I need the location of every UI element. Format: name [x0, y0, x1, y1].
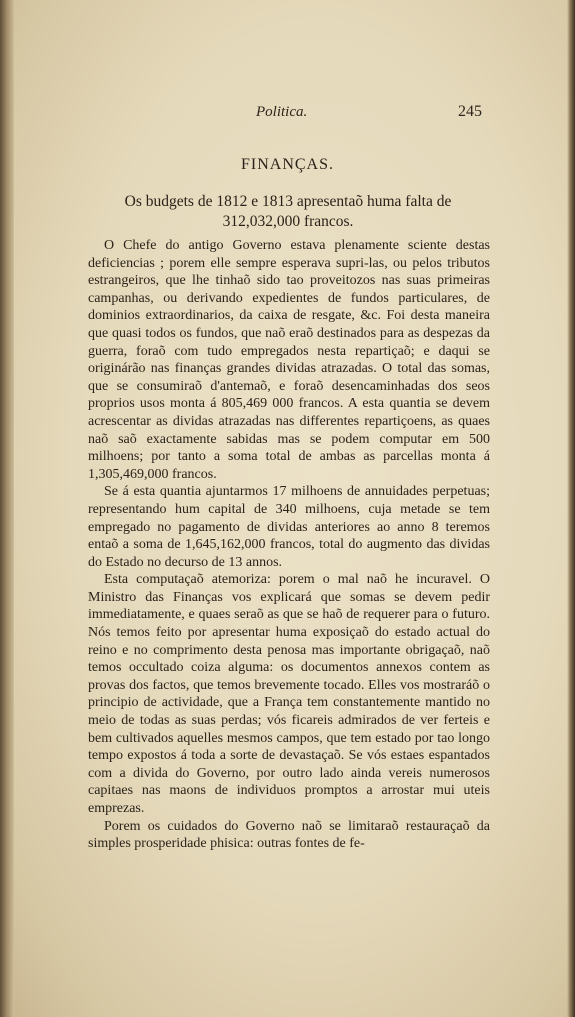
- page-edge: [567, 0, 575, 1017]
- paragraph: Porem os cuidados do Governo naõ se limitaraõ restauraçaõ da simples prosperidade phisica: outras fontes de fe-: [88, 818, 490, 852]
- paragraph: Esta computaçaõ atemoriza: porem o mal naõ he incuravel. O Ministro das Finanças vos explicará que somas se devem pedir immediatamente, e quaes seraõ as que se haõ de requerer para o futuro. Nós temos feito por apresentar huma exposiçaõ do estado actual do reino e no comprimento desta penosa mas importante obrigaçaõ, naõ temos occultado coiza alguma: os documentos annexos contem as provas dos factos, que temos brevemente tocado. Elles vos mostraráõ o principio de actividade, que a França tem constantemente mantido no meio de todas as suas perdas; vós ficareis admirados de ver ferteis e bem cultivados aquelles mesmos campos, que tem estado por tao longo tempo expostos á toda a sorte de devastaçaõ. Se vós estaes espantados com a divida do Governo, por outro lado ainda vereis numerosos capitaes nas maons de individuos promptos a arrostar mui uteis emprezas.: [88, 572, 490, 816]
- section-heading: FINANÇAS.: [240, 156, 334, 173]
- section-subheading: Os budgets de 1812 e 1813 apresentaõ huma falta de 312,032,000 francos.: [124, 193, 452, 230]
- page-number: 245: [458, 103, 482, 120]
- paragraph: Se á esta quantia ajuntarmos 17 milhoens de annuidades perpetuas; representando hum capital de 340 milhoens, cuja metade se tem empregado no pagamento de dividas anteriores ao anno 8 teremos entaõ a soma de 1,645,162,000 francos, total do augmento das dividas do Estado no decurso de 13 annos.: [88, 484, 490, 570]
- body-text: [88, 237, 490, 853]
- running-header: Politica.: [256, 104, 308, 120]
- binding-gutter: [0, 0, 14, 1017]
- paragraph: O Chefe do antigo Governo estava plenamente sciente destas deficiencias ; porem elle sempre esperava supri-las, ou pelos tributos estrangeiros, que lhe tinhaõ sido tao proveitozos nas suas primeiras campanhas, ou derivando expedientes de fundos particulares, de dominios extraordinarios, da caixa de resgate, &c. Foi desta maneira que quasi todos os fundos, que naõ eraõ destinados para as despezas da guerra, foraõ com tudo empregados nesta repartiçaõ; e daqui se originárão nas finanças grandes dividas atrazadas. O total das somas, que se consumiraõ d'antemaõ, e foraõ desencaminhadas dos seos proprios usos monta á 805,469 000 francos. A esta quantia se devem acrescentar as dividas atrazadas nas differentes repartiçoens, as quaes naõ saõ exactamente sabidas mas se podem computar em 500 milhoens; por tanto a soma total de ambas as parcellas monta á 1,305,469,000 francos.: [88, 238, 490, 482]
